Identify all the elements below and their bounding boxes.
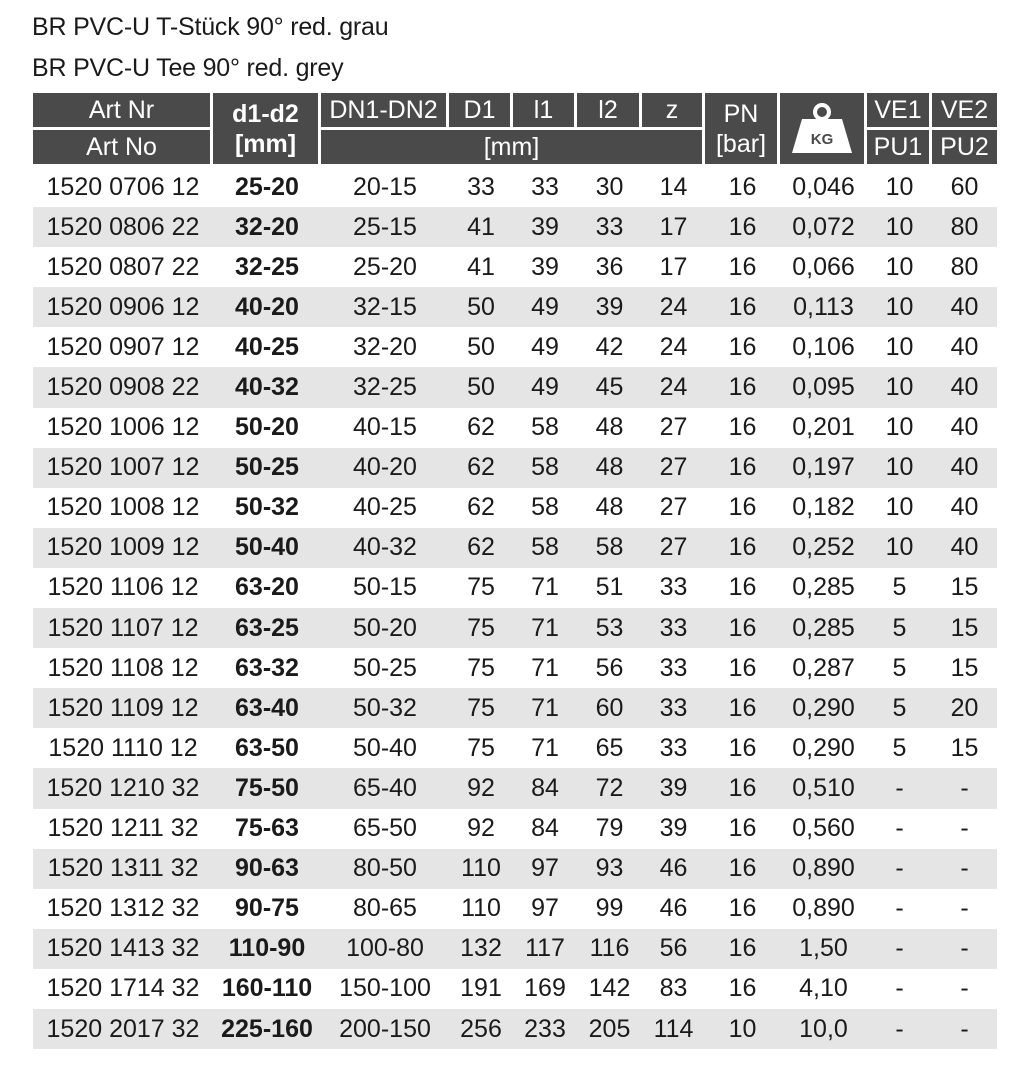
cell-z: 27 [659,413,688,442]
header-ve2: VE2 [932,93,997,130]
cell-ve1: 10 [867,207,932,247]
cell-dn1-dn2: 150-100 [339,974,431,1003]
cell-l1: 84 [513,768,577,808]
cell-l2: 48 [577,448,642,488]
cell-weight: 0,197 [780,448,867,488]
cell-art-nr: 1520 1106 12 [47,573,199,602]
cell-pn: 16 [728,653,757,682]
cell-z: 33 [642,608,705,648]
cell-D1: 41 [449,207,513,247]
cell-z: 39 [659,814,688,843]
cell-l1: 84 [531,814,559,843]
cell-d1-d2: 63-50 [235,733,299,762]
cell-dn1-dn2: 20-15 [353,172,417,201]
cell-pn: 16 [705,367,780,407]
cell-ve1: 10 [885,413,914,442]
cell-l2: 36 [595,252,624,281]
cell-ve1: 10 [885,332,914,361]
table-row [33,448,997,488]
cell-ve2: 20 [932,688,997,728]
cell-l2: 42 [595,332,624,361]
cell-d1-d2: 40-20 [213,287,321,327]
cell-z: 33 [659,733,688,762]
cell-art-nr: 1520 1009 12 [33,528,213,568]
cell-pn: 16 [728,573,757,602]
cell-dn1-dn2: 100-80 [321,929,449,969]
cell-l1: 71 [531,653,559,682]
cell-d1-d2: 50-40 [213,528,321,568]
header-l1: l1 [513,93,577,130]
cell-dn1-dn2: 80-50 [321,849,449,889]
cell-dn1-dn2: 40-15 [353,413,417,442]
table-row [33,768,997,808]
cell-D1: 62 [449,448,513,488]
cell-d1-d2: 63-32 [235,653,299,682]
cell-ve2: 15 [950,733,979,762]
cell-d1-d2: 50-20 [235,413,299,442]
cell-art-nr: 1520 1210 32 [33,768,213,808]
table-row [33,568,997,608]
cell-pn: 16 [728,493,757,522]
cell-l2: 39 [577,287,642,327]
cell-D1: 132 [449,929,513,969]
cell-d1-d2: 25-20 [235,172,299,201]
cell-art-nr: 1520 0906 12 [33,287,213,327]
cell-l2: 99 [595,894,624,923]
cell-weight: 0,560 [792,814,855,843]
cell-weight: 0,072 [780,207,867,247]
cell-weight: 1,50 [780,929,867,969]
cell-ve2: 15 [932,608,997,648]
cell-z: 24 [642,287,705,327]
cell-dn1-dn2: 65-50 [353,814,417,843]
cell-pn: 16 [728,172,757,201]
cell-weight: 0,106 [792,332,855,361]
svg-text:KG: KG [810,130,834,148]
cell-pn: 16 [705,768,780,808]
cell-z: 17 [642,207,705,247]
cell-D1: 75 [467,573,495,602]
header-dn: DN1-DN2 [321,93,449,130]
cell-weight: 0,046 [792,172,855,201]
cell-d1-d2: 75-63 [235,814,299,843]
cell-d1-d2: 63-25 [213,608,321,648]
cell-D1: 50 [467,332,495,361]
cell-ve2: 60 [950,172,979,201]
cell-pn: 16 [728,894,757,923]
cell-d1-d2: 40-25 [235,332,299,361]
header-art-nr: Art Nr [33,93,213,130]
header-ve1: VE1 [867,93,932,130]
header-pu1: PU1 [867,130,932,167]
cell-D1: 62 [467,413,495,442]
table-row [33,367,997,407]
cell-d1-d2: 32-20 [213,207,321,247]
cell-ve1: - [867,849,932,889]
cell-z: 17 [659,252,688,281]
cell-l2: 30 [595,172,624,201]
cell-pn: 16 [705,688,780,728]
cell-art-nr: 1520 1110 12 [48,733,198,762]
table-row [33,287,997,327]
header-l2: l2 [577,93,642,130]
cell-weight: 0,285 [792,573,855,602]
cell-art-nr: 1520 0706 12 [46,172,200,201]
cell-l2: 58 [577,528,642,568]
cell-d1-d2: 50-25 [213,448,321,488]
cell-pn: 16 [728,814,757,843]
table-row [33,849,997,889]
cell-ve1: 5 [892,653,907,682]
cell-ve2: 40 [932,448,997,488]
table-row [33,408,997,448]
cell-ve1: - [867,768,932,808]
cell-weight: 0,285 [780,608,867,648]
cell-z: 14 [659,172,688,201]
cell-l1: 39 [513,207,577,247]
cell-art-nr: 1520 1107 12 [33,608,213,648]
cell-pn: 16 [705,448,780,488]
cell-z: 27 [642,528,705,568]
cell-ve1: 10 [867,367,932,407]
cell-ve2: 40 [950,332,979,361]
cell-l2: 51 [595,573,624,602]
cell-pn: 16 [728,413,757,442]
cell-dn1-dn2: 65-40 [321,768,449,808]
cell-dn1-dn2: 32-25 [321,367,449,407]
cell-ve2: - [932,929,997,969]
cell-dn1-dn2: 50-20 [321,608,449,648]
cell-D1: 110 [449,849,513,889]
cell-pn: 16 [705,608,780,648]
cell-l2: 79 [595,814,624,843]
cell-weight: 0,066 [792,252,855,281]
cell-z: 114 [642,1009,705,1049]
cell-ve2: - [960,894,969,923]
cell-pn: 16 [728,332,757,361]
cell-l2: 142 [588,974,631,1003]
cell-z: 24 [642,367,705,407]
cell-pn: 16 [705,929,780,969]
cell-ve2: 40 [932,287,997,327]
table-row [33,929,997,969]
cell-d1-d2: 50-32 [235,493,299,522]
cell-l1: 58 [513,528,577,568]
cell-D1: 75 [449,608,513,648]
title-english: BR PVC-U Tee 90° red. grey [32,54,344,82]
cell-ve1: - [895,894,904,923]
cell-d1-d2: 63-40 [213,688,321,728]
header-z: z [642,93,705,130]
cell-art-nr: 1520 0908 22 [33,367,213,407]
cell-d1-d2: 75-50 [213,768,321,808]
cell-z: 83 [659,974,688,1003]
cell-art-nr: 1520 1108 12 [47,653,199,682]
cell-ve2: - [932,768,997,808]
table-row [33,327,997,367]
cell-art-nr: 1520 1211 32 [47,814,199,843]
cell-ve1: - [895,974,904,1003]
cell-d1-d2: 160-110 [221,974,313,1003]
cell-weight: 0,890 [792,894,855,923]
cell-weight: 0,252 [780,528,867,568]
cell-art-nr: 1520 1312 32 [46,894,200,923]
table-row [33,688,997,728]
cell-d1-d2: 110-90 [213,929,321,969]
cell-pn: 16 [728,252,757,281]
cell-weight: 0,290 [792,733,855,762]
cell-l2: 48 [595,413,624,442]
cell-l1: 39 [531,252,559,281]
cell-ve1: 10 [885,172,914,201]
cell-d1-d2: 90-63 [213,849,321,889]
cell-z: 39 [642,768,705,808]
cell-l1: 117 [513,929,577,969]
cell-ve2: 40 [950,493,979,522]
cell-l1: 33 [531,172,559,201]
cell-l2: 56 [595,653,624,682]
cell-ve1: - [867,1009,932,1049]
cell-dn1-dn2: 200-150 [321,1009,449,1049]
header-mm: [mm] [321,130,705,167]
cell-l1: 71 [531,573,559,602]
cell-pn: 16 [728,733,757,762]
cell-ve2: 15 [950,653,979,682]
cell-l1: 97 [513,849,577,889]
cell-l2: 53 [577,608,642,648]
table-row [33,167,997,207]
cell-l1: 71 [531,733,559,762]
cell-l1: 49 [513,287,577,327]
cell-D1: 92 [449,768,513,808]
header-art-no: Art No [33,130,213,167]
cell-ve1: 5 [867,688,932,728]
cell-ve1: 10 [867,448,932,488]
cell-l2: 93 [577,849,642,889]
cell-ve1: 5 [892,573,907,602]
cell-d1-d2: 40-32 [213,367,321,407]
cell-ve1: 5 [867,608,932,648]
cell-weight: 0,095 [780,367,867,407]
cell-l1: 169 [524,974,566,1003]
cell-dn1-dn2: 40-32 [321,528,449,568]
cell-art-nr: 1520 1311 32 [33,849,213,889]
header-D1: D1 [449,93,513,130]
cell-art-nr: 1520 1413 32 [33,929,213,969]
cell-l2: 65 [595,733,624,762]
cell-dn1-dn2: 32-15 [321,287,449,327]
cell-art-nr: 1520 0807 22 [46,252,200,281]
cell-l1: 71 [513,608,577,648]
cell-ve2: 40 [932,528,997,568]
table-row [33,528,997,568]
cell-pn: 16 [728,974,757,1003]
cell-l1: 97 [531,894,559,923]
cell-dn1-dn2: 50-15 [353,573,417,602]
cell-l1: 58 [531,493,559,522]
cell-art-nr: 1520 1006 12 [46,413,200,442]
cell-dn1-dn2: 80-65 [353,894,417,923]
cell-D1: 50 [449,287,513,327]
cell-D1: 33 [467,172,495,201]
cell-art-nr: 1520 0806 22 [33,207,213,247]
cell-l2: 116 [577,929,642,969]
table-row [33,969,997,1009]
cell-ve2: 80 [932,207,997,247]
header-weight [780,93,867,167]
cell-ve1: 10 [885,493,914,522]
cell-weight: 10,0 [780,1009,867,1049]
cell-dn1-dn2: 40-25 [353,493,417,522]
cell-ve2: - [960,814,969,843]
cell-z: 27 [642,448,705,488]
cell-pn: 16 [705,849,780,889]
cell-art-nr: 1520 1008 12 [46,493,200,522]
cell-d1-d2: 225-160 [213,1009,321,1049]
cell-pn: 16 [705,287,780,327]
cell-l1: 58 [513,448,577,488]
cell-z: 56 [642,929,705,969]
cell-ve2: - [960,974,969,1003]
cell-art-nr: 1520 1714 32 [46,974,200,1003]
cell-weight: 0,510 [780,768,867,808]
cell-l2: 72 [577,768,642,808]
cell-dn1-dn2: 25-15 [321,207,449,247]
cell-art-nr: 1520 2017 32 [33,1009,213,1049]
cell-l1: 233 [513,1009,577,1049]
cell-pn: 16 [705,528,780,568]
cell-D1: 256 [449,1009,513,1049]
table-row [33,648,997,688]
cell-d1-d2: 90-75 [235,894,299,923]
cell-weight: 0,290 [780,688,867,728]
cell-D1: 62 [449,528,513,568]
cell-D1: 92 [467,814,495,843]
cell-ve2: 80 [950,252,979,281]
cell-l2: 45 [577,367,642,407]
table-row [33,247,997,287]
cell-z: 46 [642,849,705,889]
cell-D1: 50 [449,367,513,407]
cell-pn: 16 [705,207,780,247]
cell-ve1: 10 [885,252,914,281]
cell-ve2: 40 [932,367,997,407]
table-body [33,167,997,1049]
cell-weight: 4,10 [799,974,848,1003]
cell-weight: 0,201 [792,413,855,442]
table-row [33,488,997,528]
cell-ve2: - [932,1009,997,1049]
cell-pn: 10 [705,1009,780,1049]
cell-D1: 41 [467,252,495,281]
cell-l1: 49 [513,367,577,407]
table-row [33,1009,997,1049]
cell-l1: 71 [513,688,577,728]
cell-dn1-dn2: 50-25 [353,653,417,682]
cell-l2: 60 [577,688,642,728]
table-row [33,809,997,849]
header-pn: PN [bar] [705,93,780,167]
cell-weight: 0,287 [792,653,855,682]
cell-d1-d2: 63-20 [235,573,299,602]
cell-dn1-dn2: 25-20 [353,252,417,281]
cell-art-nr: 1520 1109 12 [33,688,213,728]
cell-art-nr: 1520 1007 12 [33,448,213,488]
cell-ve1: 10 [867,528,932,568]
table-row [33,889,997,929]
cell-z: 27 [659,493,688,522]
cell-weight: 0,113 [780,287,867,327]
header-d1d2: d1-d2 [mm] [213,93,321,167]
product-table [33,93,997,1049]
cell-z: 33 [659,573,688,602]
cell-ve1: 10 [867,287,932,327]
header-pu2: PU2 [932,130,997,167]
cell-weight: 0,182 [792,493,855,522]
cell-dn1-dn2: 32-20 [353,332,417,361]
cell-ve1: - [867,929,932,969]
cell-D1: 62 [467,493,495,522]
cell-ve2: 40 [950,413,979,442]
cell-ve1: - [895,814,904,843]
cell-z: 33 [642,688,705,728]
cell-l2: 33 [577,207,642,247]
cell-dn1-dn2: 40-20 [321,448,449,488]
cell-z: 33 [659,653,688,682]
cell-D1: 191 [460,974,502,1003]
cell-D1: 75 [467,733,495,762]
cell-D1: 110 [461,894,501,923]
cell-weight: 0,890 [780,849,867,889]
cell-z: 24 [659,332,688,361]
cell-l2: 48 [595,493,624,522]
cell-l1: 49 [531,332,559,361]
title-german: BR PVC-U T-Stück 90° red. grau [32,13,389,41]
weight-kg-icon [790,103,854,155]
cell-dn1-dn2: 50-32 [321,688,449,728]
cell-ve1: 5 [892,733,907,762]
cell-D1: 75 [449,688,513,728]
cell-ve2: - [932,849,997,889]
table-row [33,728,997,768]
cell-dn1-dn2: 50-40 [353,733,417,762]
cell-d1-d2: 32-25 [235,252,299,281]
cell-D1: 75 [467,653,495,682]
cell-ve2: 15 [950,573,979,602]
cell-l1: 58 [531,413,559,442]
cell-l2: 205 [577,1009,642,1049]
table-row [33,608,997,648]
cell-z: 46 [659,894,688,923]
cell-art-nr: 1520 0907 12 [46,332,200,361]
table-row [33,207,997,247]
